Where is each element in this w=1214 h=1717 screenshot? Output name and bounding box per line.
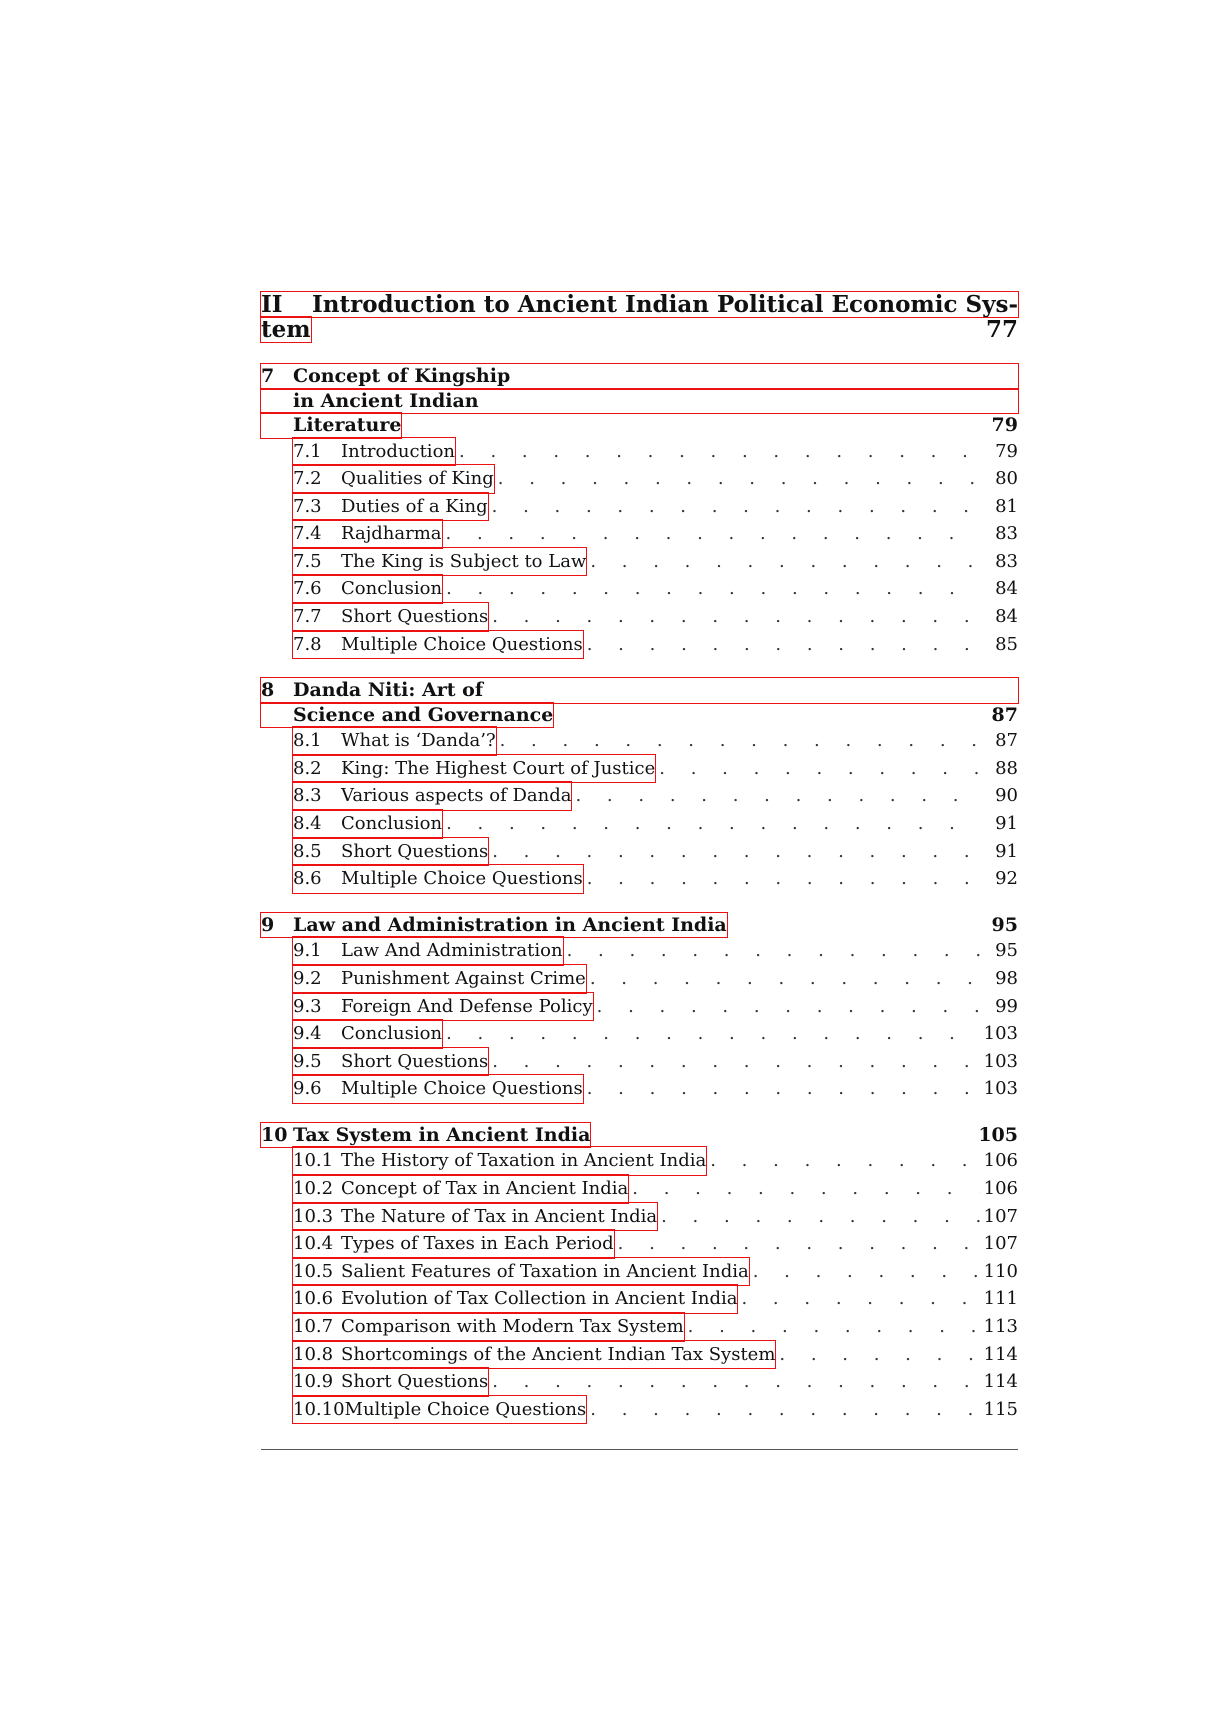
section-title: Conclusion — [341, 1023, 443, 1045]
section-page: 106 — [983, 1150, 1018, 1172]
section-link[interactable] — [293, 755, 655, 783]
toc-section-row — [261, 1313, 1018, 1341]
toc-section-row — [261, 1075, 1018, 1103]
section-page: 83 — [995, 523, 1018, 545]
toc-section-row — [261, 965, 1018, 993]
chapter-title-text[interactable]: in Ancient Indian — [293, 389, 479, 412]
leader-dots — [492, 1368, 980, 1396]
section-page: 107 — [983, 1205, 1018, 1227]
leader-dots — [492, 603, 980, 631]
chapter-title-text[interactable]: Law and Administration in Ancient India — [293, 913, 727, 936]
section-number: 7.4 — [293, 523, 322, 545]
section-link[interactable] — [293, 1285, 737, 1313]
section-link[interactable] — [293, 1147, 706, 1175]
part-label: II — [261, 291, 283, 318]
section-number: 7.1 — [293, 440, 322, 462]
chapter-title-line — [261, 913, 1018, 938]
chapter-number: 10 — [261, 1123, 288, 1146]
section-link[interactable] — [293, 782, 571, 810]
chapter-page: 79 — [991, 414, 1018, 436]
leader-dots — [587, 1075, 980, 1103]
chapter-title-line — [261, 1123, 1018, 1148]
chapter-title-text[interactable]: Concept of Kingship — [293, 365, 511, 387]
leader-dots — [590, 548, 980, 576]
section-link[interactable] — [293, 1075, 583, 1103]
section-link[interactable] — [293, 465, 494, 493]
chapter-page: 105 — [978, 1123, 1018, 1146]
section-number: 9.6 — [293, 1078, 322, 1100]
section-title: Introduction — [341, 440, 455, 462]
section-page: 103 — [983, 1050, 1018, 1072]
section-number: 10.6 — [293, 1288, 334, 1310]
section-title: Multiple Choice Questions — [341, 633, 583, 655]
section-page: 92 — [995, 868, 1018, 890]
chapter-title-line[interactable] — [261, 389, 1018, 414]
section-number: 7.3 — [293, 495, 322, 517]
section-title: Multiple Choice Questions — [341, 1078, 583, 1100]
leader-dots — [587, 865, 980, 893]
toc-section-row — [261, 1175, 1018, 1203]
toc-section-row — [261, 865, 1018, 893]
leader-dots — [659, 755, 980, 783]
chapter-title-link[interactable] — [261, 913, 727, 938]
toc-section-row — [261, 548, 1018, 576]
toc-section-row — [261, 1203, 1018, 1231]
section-page: 88 — [995, 757, 1018, 779]
toc-section-row — [261, 755, 1018, 783]
section-link[interactable] — [293, 1020, 442, 1048]
section-number: 8.3 — [293, 785, 322, 807]
section-number: 10.5 — [293, 1260, 334, 1282]
section-page: 91 — [995, 840, 1018, 862]
toc-section-row — [261, 1048, 1018, 1076]
toc-section-row — [261, 631, 1018, 659]
toc-section-row — [261, 937, 1018, 965]
section-page: 83 — [995, 550, 1018, 572]
toc-section-row — [261, 1285, 1018, 1313]
section-link[interactable] — [293, 965, 586, 993]
section-title: Conclusion — [341, 813, 443, 835]
section-title: The King is Subject to Law — [341, 550, 587, 572]
section-link[interactable] — [293, 1048, 488, 1076]
section-title: Concept of Tax in Ancient India — [341, 1177, 629, 1199]
toc-section-row — [261, 1341, 1018, 1369]
leader-dots — [446, 810, 980, 838]
toc-section-row — [261, 727, 1018, 755]
leader-dots — [492, 838, 980, 866]
part-title-line2-row — [261, 317, 1018, 342]
leader-dots — [597, 993, 980, 1021]
section-link[interactable] — [293, 727, 496, 755]
leader-dots — [459, 438, 980, 466]
section-page: 85 — [995, 633, 1018, 655]
section-link[interactable] — [293, 1258, 749, 1286]
table-of-contents — [261, 292, 1018, 1423]
section-number: 7.2 — [293, 468, 322, 490]
section-page: 103 — [983, 1078, 1018, 1100]
section-number: 10.3 — [293, 1205, 334, 1227]
section-title: Shortcomings of the Ancient Indian Tax System — [341, 1343, 776, 1365]
leader-dots — [567, 937, 980, 965]
section-page: 84 — [995, 606, 1018, 628]
chapter-number: 7 — [261, 365, 275, 387]
section-page: 113 — [983, 1315, 1018, 1337]
chapter-8 — [261, 678, 1018, 893]
section-title: Law And Administration — [341, 940, 563, 962]
section-number: 10.8 — [293, 1343, 334, 1365]
chapter-title-text[interactable]: Science and Governance — [293, 703, 554, 726]
chapter-7 — [261, 364, 1018, 658]
section-page: 114 — [983, 1343, 1018, 1365]
section-link[interactable] — [293, 1230, 614, 1258]
section-title: Punishment Against Crime — [341, 967, 586, 989]
toc-section-row — [261, 810, 1018, 838]
chapter-title-line[interactable] — [261, 364, 1018, 389]
section-page: 115 — [983, 1398, 1018, 1420]
leader-dots — [753, 1258, 980, 1286]
chapter-10 — [261, 1123, 1018, 1423]
leader-dots — [498, 465, 980, 493]
section-number: 8.4 — [293, 813, 322, 835]
chapter-title-text[interactable]: Danda Niti: Art of — [293, 679, 484, 702]
chapter-title-link[interactable] — [261, 1123, 590, 1148]
toc-section-row — [261, 520, 1018, 548]
section-number: 9.1 — [293, 940, 322, 962]
section-link[interactable] — [293, 838, 488, 866]
part-title-line2[interactable]: tem — [261, 316, 311, 343]
leader-dots — [446, 575, 980, 603]
section-title: Various aspects of Danda — [341, 785, 572, 807]
leader-dots — [590, 1396, 980, 1424]
section-number: 9.3 — [293, 995, 322, 1017]
section-number: 9.5 — [293, 1050, 322, 1072]
bottom-rule — [261, 1449, 1018, 1450]
section-link[interactable] — [293, 438, 455, 466]
section-title: Qualities of King — [341, 468, 494, 490]
section-link[interactable] — [293, 1368, 488, 1396]
section-title: Short Questions — [341, 1371, 489, 1393]
section-title: The Nature of Tax in Ancient India — [341, 1205, 658, 1227]
toc-section-row — [261, 782, 1018, 810]
chapter-title-line[interactable] — [261, 678, 1018, 703]
part-heading — [261, 292, 1018, 342]
section-title: Salient Features of Taxation in Ancient India — [341, 1260, 749, 1282]
section-link[interactable] — [293, 1313, 684, 1341]
section-title: Conclusion — [341, 578, 443, 600]
toc-section-row — [261, 838, 1018, 866]
section-link[interactable] — [293, 631, 583, 659]
toc-section-row — [261, 438, 1018, 466]
section-number: 10.10 — [293, 1398, 345, 1420]
section-title: Types of Taxes in Each Period — [341, 1233, 614, 1255]
section-title: Short Questions — [341, 606, 489, 628]
leader-dots — [632, 1175, 980, 1203]
section-link[interactable] — [293, 1175, 628, 1203]
section-number: 10.4 — [293, 1233, 334, 1255]
section-page: 81 — [995, 495, 1018, 517]
section-title: Evolution of Tax Collection in Ancient India — [341, 1288, 738, 1310]
section-number: 10.1 — [293, 1150, 334, 1172]
leader-dots — [741, 1285, 980, 1313]
section-title: Foreign And Defense Policy — [341, 995, 593, 1017]
section-title: Short Questions — [341, 840, 489, 862]
leader-dots — [492, 1048, 980, 1076]
toc-section-row — [261, 1020, 1018, 1048]
part-title-link[interactable] — [261, 292, 1018, 317]
section-page: 114 — [983, 1371, 1018, 1393]
chapter-title-line — [261, 703, 1018, 728]
section-title: Comparison with Modern Tax System — [341, 1315, 684, 1337]
chapter-title-text[interactable]: Tax System in Ancient India — [293, 1123, 591, 1146]
section-link[interactable] — [293, 865, 583, 893]
section-title: King: The Highest Court of Justice — [341, 757, 656, 779]
chapter-list — [261, 364, 1018, 1423]
leader-dots — [688, 1313, 980, 1341]
leader-dots — [575, 782, 980, 810]
section-page: 90 — [995, 785, 1018, 807]
section-number: 10.2 — [293, 1177, 334, 1199]
section-page: 95 — [995, 940, 1018, 962]
section-link[interactable] — [293, 603, 488, 631]
chapter-title-link[interactable] — [261, 413, 401, 438]
leader-dots — [587, 631, 980, 659]
section-page: 103 — [983, 1023, 1018, 1045]
chapter-number: 9 — [261, 913, 275, 936]
section-number: 7.5 — [293, 550, 322, 572]
toc-section-row — [261, 1147, 1018, 1175]
section-link[interactable] — [293, 1341, 775, 1369]
section-title: Multiple Choice Questions — [341, 868, 583, 890]
section-page: 91 — [995, 813, 1018, 835]
leader-dots — [446, 1020, 980, 1048]
section-page: 110 — [983, 1260, 1018, 1282]
section-title: What is ‘Danda’? — [341, 730, 496, 752]
toc-section-row — [261, 1258, 1018, 1286]
leader-dots — [618, 1230, 980, 1258]
section-number: 7.7 — [293, 606, 322, 628]
section-page: 87 — [995, 730, 1018, 752]
chapter-page: 95 — [991, 913, 1018, 936]
section-link[interactable] — [293, 810, 442, 838]
section-number: 9.4 — [293, 1023, 322, 1045]
section-number: 10.7 — [293, 1315, 334, 1337]
leader-dots — [500, 727, 980, 755]
toc-section-row — [261, 1230, 1018, 1258]
leader-dots — [492, 493, 980, 521]
leader-dots — [661, 1203, 980, 1231]
section-link[interactable] — [293, 937, 563, 965]
chapter-number: 8 — [261, 679, 275, 702]
toc-section-row — [261, 993, 1018, 1021]
section-number: 8.5 — [293, 840, 322, 862]
section-link[interactable] — [293, 1203, 657, 1231]
section-number: 10.9 — [293, 1371, 334, 1393]
section-link[interactable] — [293, 1396, 586, 1424]
leader-dots — [710, 1147, 980, 1175]
section-title: Multiple Choice Questions — [344, 1398, 587, 1420]
toc-section-row — [261, 1368, 1018, 1396]
chapter-9 — [261, 913, 1018, 1103]
section-title: Rajdharma — [341, 523, 442, 545]
toc-section-row — [261, 1396, 1018, 1424]
part-page: 77 — [985, 316, 1018, 343]
toc-section-row — [261, 603, 1018, 631]
chapter-title-text[interactable]: Literature — [293, 414, 402, 436]
section-page: 111 — [983, 1288, 1018, 1310]
section-page: 80 — [995, 468, 1018, 490]
chapter-title-link[interactable] — [261, 703, 553, 728]
section-page: 107 — [983, 1233, 1018, 1255]
section-number: 9.2 — [293, 967, 322, 989]
section-page: 84 — [995, 578, 1018, 600]
section-title: Short Questions — [341, 1050, 489, 1072]
section-link[interactable] — [293, 520, 442, 548]
section-page: 98 — [995, 967, 1018, 989]
toc-section-row — [261, 575, 1018, 603]
section-number: 7.8 — [293, 633, 322, 655]
section-number: 8.6 — [293, 868, 322, 890]
leader-dots — [779, 1341, 980, 1369]
leader-dots — [446, 520, 980, 548]
toc-section-row — [261, 465, 1018, 493]
section-link[interactable] — [293, 993, 593, 1021]
section-number: 8.1 — [293, 730, 322, 752]
chapter-title-line — [261, 413, 1018, 438]
part-title-line1: Introduction to Ancient Indian Political Economic Sys- — [311, 291, 1018, 318]
section-page: 79 — [995, 440, 1018, 462]
section-number: 8.2 — [293, 757, 322, 779]
section-link[interactable] — [293, 575, 442, 603]
section-title: Duties of a King — [341, 495, 488, 517]
section-title: The History of Taxation in Ancient India — [341, 1150, 707, 1172]
chapter-page: 87 — [991, 703, 1018, 726]
section-page: 99 — [995, 995, 1018, 1017]
section-link[interactable] — [293, 493, 488, 521]
section-page: 106 — [983, 1177, 1018, 1199]
section-link[interactable] — [293, 548, 586, 576]
section-number: 7.6 — [293, 578, 322, 600]
leader-dots — [590, 965, 980, 993]
toc-section-row — [261, 493, 1018, 521]
